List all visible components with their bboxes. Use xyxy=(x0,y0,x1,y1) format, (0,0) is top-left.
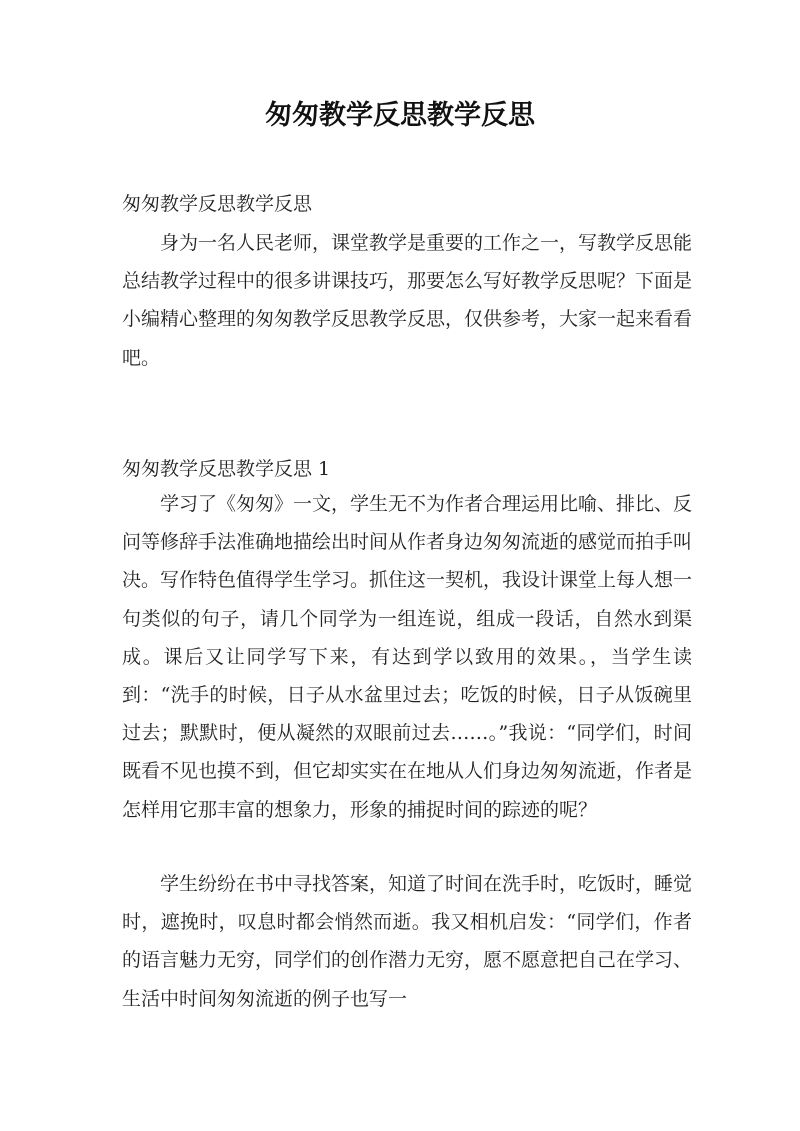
intro-heading: 匆匆教学反思教学反思 xyxy=(122,193,313,215)
section-1-paragraph-2: 学生纷纷在书中寻找答案，知道了时间在洗手时，吃饭时，睡觉时，遮挽时，叹息时都会悄然而逝。我又相机启发：“同学们，作者的语言魅力无穷，同学们的创作潜力无穷，愿不愿意把自己在学习、生活中时间匆匆流逝的例子也写一 xyxy=(122,873,693,1010)
document-title: 匆匆教学反思教学反思 xyxy=(265,100,535,131)
intro-paragraph: 身为一名人民老师，课堂教学是重要的工作之一，写教学反思能总结教学过程中的很多讲课技巧，那要怎么写好教学反思呢？下面是小编精心整理的匆匆教学反思教学反思，仅供参考，大家一起来看看吧。 xyxy=(122,232,693,369)
section-1-heading: 匆匆教学反思教学反思 1 xyxy=(122,458,331,480)
section-1-paragraph-1: 学习了《匆匆》一文，学生无不为作者合理运用比喻、排比、反问等修辞手法准确地描绘出时间从作者身边匆匆流逝的感觉而拍手叫决。写作特色值得学生学习。抓住这一契机，我设计课堂上每人想一句类似的句子，请几个同学为一组连说，组成一段话，自然水到渠成。课后又让同学写下来，有达到学以致用的效果。，当学生读到：“洗手的时候，日子从水盆里过去；吃饭的时候，日子从饭碗里过去；默默时，便从凝然的双眼前过去……。”我说：“同学们，时间既看不见也摸不到，但它却实实在在地从人们身边匆匆流逝，作者是怎样用它那丰富的想象力，形象的捕捉时间的踪迹的呢？ xyxy=(122,493,693,821)
